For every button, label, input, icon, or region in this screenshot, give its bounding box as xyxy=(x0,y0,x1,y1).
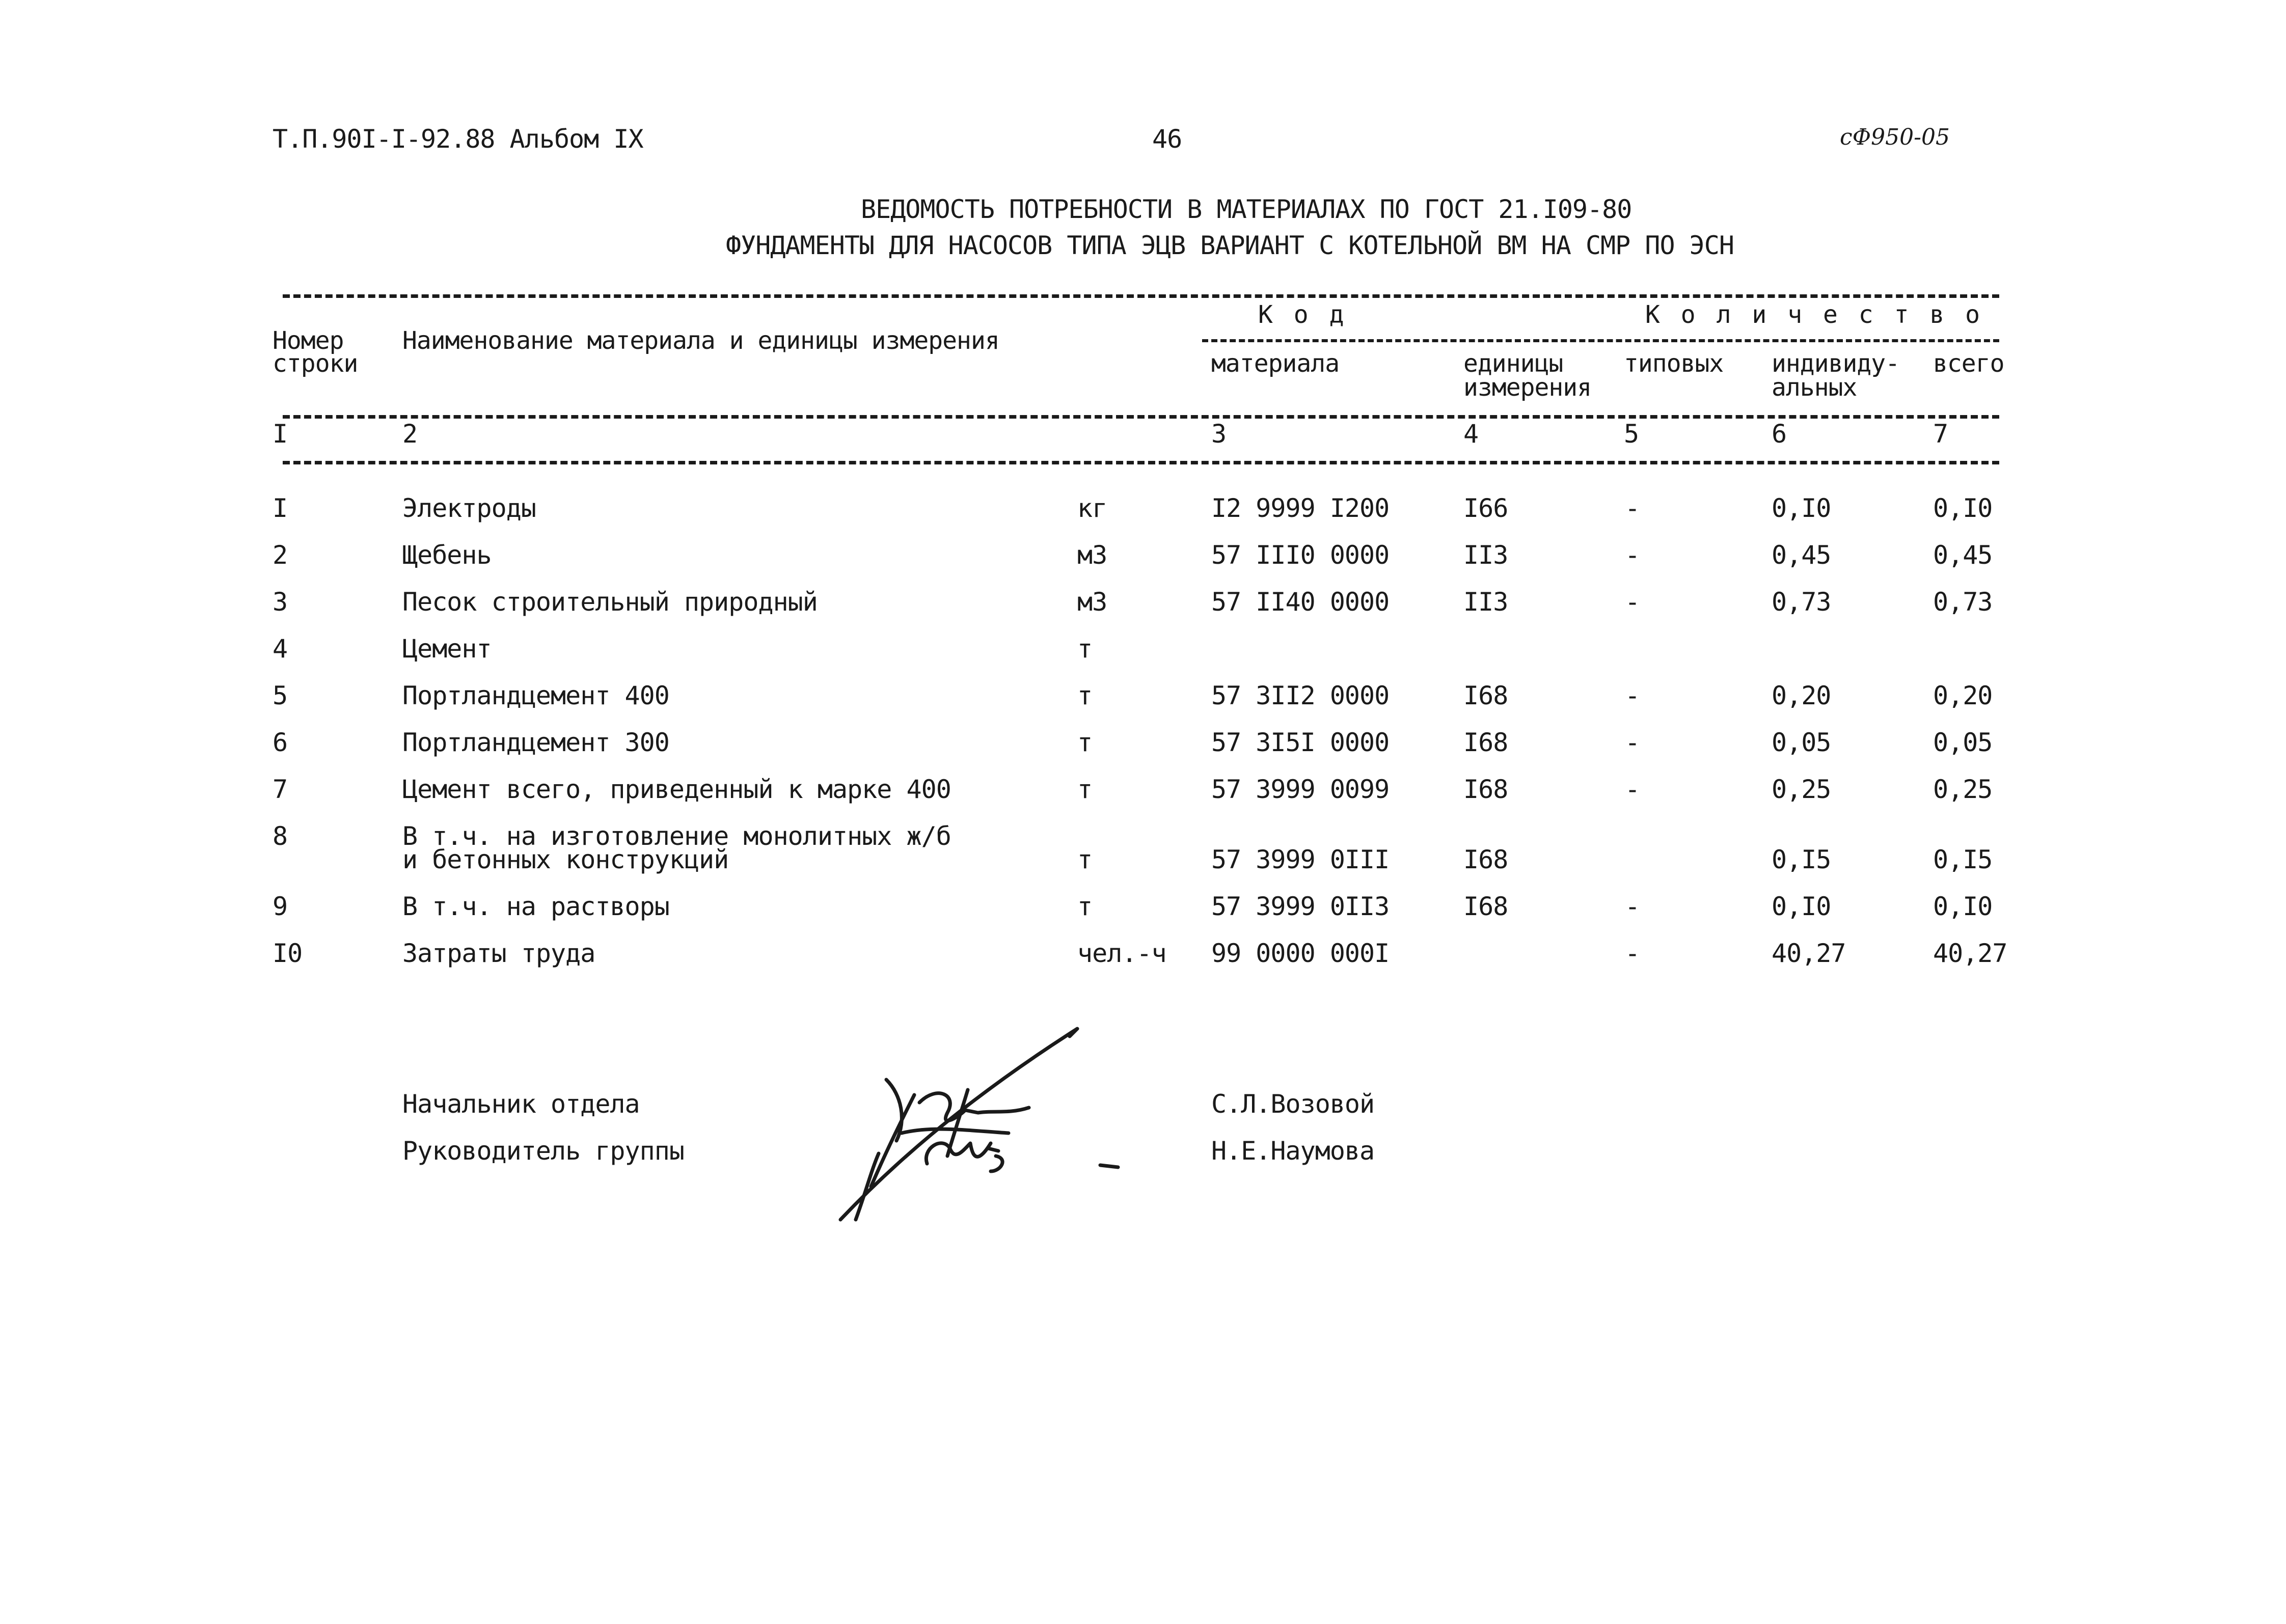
unit: м3 xyxy=(1077,587,1107,617)
unit-code: I68 xyxy=(1463,845,1508,874)
typical-quantity: - xyxy=(1625,775,1640,804)
column-number: 4 xyxy=(1463,419,1479,449)
unit-code: I66 xyxy=(1463,493,1508,523)
typical-quantity: - xyxy=(1625,892,1640,921)
column-number: 3 xyxy=(1211,419,1227,449)
individual-quantity: 0,I5 xyxy=(1772,845,1831,874)
material-code: 57 3999 0099 xyxy=(1211,775,1390,804)
signatory-name-head: С.Л.Возовой xyxy=(1211,1089,1375,1119)
total-quantity: 40,27 xyxy=(1933,939,2007,968)
header-row-no-1: Номер xyxy=(273,326,344,355)
individual-quantity: 0,05 xyxy=(1772,728,1831,757)
row-number: 9 xyxy=(273,892,288,921)
material-code: 57 II40 0000 xyxy=(1211,587,1390,617)
header-individual-1: индивиду- xyxy=(1772,349,1900,378)
typical-quantity: - xyxy=(1625,493,1640,523)
header-typical: типовых xyxy=(1624,349,1724,378)
unit: кг xyxy=(1077,493,1107,523)
column-number-rule xyxy=(283,461,1999,464)
header-code-group: К о д xyxy=(1258,300,1347,329)
material-code: 57 3II2 0000 xyxy=(1211,681,1390,710)
individual-quantity: 0,73 xyxy=(1772,587,1831,617)
header-unit-2: измерения xyxy=(1463,373,1592,402)
material-name: В т.ч. на растворы xyxy=(402,892,669,921)
total-quantity: 0,I0 xyxy=(1933,892,1993,921)
material-code: 57 III0 0000 xyxy=(1211,540,1390,570)
archive-stamp: сФ950-05 xyxy=(1840,124,1950,150)
unit-code: I68 xyxy=(1463,892,1508,921)
document-subtitle: ФУНДАМЕНТЫ ДЛЯ НАСОСОВ ТИПА ЭЦВ ВАРИАНТ С КОТЕЛЬНОЙ ВМ НА СМР ПО ЭСН xyxy=(726,231,1734,260)
column-number: 5 xyxy=(1624,419,1639,449)
individual-quantity: 0,I0 xyxy=(1772,892,1831,921)
material-code: 99 0000 000I xyxy=(1211,939,1390,968)
header-quantity-group: К о л и ч е с т в о xyxy=(1645,300,1983,329)
typical-quantity: - xyxy=(1625,587,1640,617)
material-name: Цемент xyxy=(402,634,492,664)
individual-quantity: 0,20 xyxy=(1772,681,1831,710)
material-name-continued: и бетонных конструкций xyxy=(402,845,729,874)
material-name: В т.ч. на изготовление монолитных ж/б xyxy=(402,821,951,851)
material-name: Затраты труда xyxy=(402,939,595,968)
unit: т xyxy=(1077,845,1093,874)
column-number: I xyxy=(273,419,288,449)
header-material-name: Наименование материала и единицы измерения xyxy=(402,326,999,355)
row-number: 4 xyxy=(273,634,288,664)
total-quantity: 0,20 xyxy=(1933,681,1993,710)
page-number: 46 xyxy=(1152,124,1182,154)
unit-code: II3 xyxy=(1463,540,1508,570)
table-top-rule xyxy=(283,294,1999,298)
row-number: 5 xyxy=(273,681,288,710)
unit: т xyxy=(1077,892,1093,921)
individual-quantity: 0,I0 xyxy=(1772,493,1831,523)
individual-quantity: 0,45 xyxy=(1772,540,1831,570)
header-row-no-2: строки xyxy=(273,349,358,378)
row-number: I xyxy=(273,493,288,523)
material-code: I2 9999 I200 xyxy=(1211,493,1390,523)
code-quantity-subrule xyxy=(1202,339,1999,342)
unit: т xyxy=(1077,728,1093,757)
column-number: 7 xyxy=(1933,419,1948,449)
column-number: 6 xyxy=(1772,419,1787,449)
material-name: Песок строительный природный xyxy=(402,587,818,617)
unit: т xyxy=(1077,775,1093,804)
unit: м3 xyxy=(1077,540,1107,570)
typical-quantity: - xyxy=(1625,681,1640,710)
column-number: 2 xyxy=(402,419,418,449)
header-material-code: материала xyxy=(1211,349,1340,378)
total-quantity: 0,I5 xyxy=(1933,845,1993,874)
material-name: Цемент всего, приведенный к марке 400 xyxy=(402,775,951,804)
material-name: Щебень xyxy=(402,540,492,570)
unit: т xyxy=(1077,681,1093,710)
handwritten-signature xyxy=(825,1019,1192,1237)
material-name: Портландцемент 400 xyxy=(402,681,669,710)
document-title: ВЕДОМОСТЬ ПОТРЕБНОСТИ В МАТЕРИАЛАХ ПО ГОСТ 21.I09-80 xyxy=(861,195,1632,224)
unit-code: I68 xyxy=(1463,775,1508,804)
individual-quantity: 40,27 xyxy=(1772,939,1846,968)
row-number: 7 xyxy=(273,775,288,804)
unit: чел.-ч xyxy=(1077,939,1166,968)
total-quantity: 0,45 xyxy=(1933,540,1993,570)
document-reference: Т.П.90I-I-92.88 Альбом IX xyxy=(273,124,643,154)
unit-code: I68 xyxy=(1463,681,1508,710)
row-number: 8 xyxy=(273,821,288,851)
header-unit-1: единицы xyxy=(1463,349,1563,378)
unit-code: II3 xyxy=(1463,587,1508,617)
row-number: 2 xyxy=(273,540,288,570)
material-code: 57 3999 0III xyxy=(1211,845,1390,874)
total-quantity: 0,25 xyxy=(1933,775,1993,804)
total-quantity: 0,73 xyxy=(1933,587,1993,617)
unit: т xyxy=(1077,634,1093,664)
typical-quantity: - xyxy=(1625,540,1640,570)
row-number: 3 xyxy=(273,587,288,617)
total-quantity: 0,05 xyxy=(1933,728,1993,757)
typical-quantity: - xyxy=(1625,939,1640,968)
row-number: 6 xyxy=(273,728,288,757)
header-total: всего xyxy=(1933,349,2004,378)
material-code: 57 3999 0II3 xyxy=(1211,892,1390,921)
header-individual-2: альных xyxy=(1772,373,1857,402)
material-name: Портландцемент 300 xyxy=(402,728,669,757)
header-bottom-rule xyxy=(283,415,1999,419)
material-code: 57 3I5I 0000 xyxy=(1211,728,1390,757)
row-number: I0 xyxy=(273,939,303,968)
signatory-role-group: Руководитель группы xyxy=(402,1136,684,1166)
unit-code: I68 xyxy=(1463,728,1508,757)
signatory-role-head: Начальник отдела xyxy=(402,1089,640,1119)
typical-quantity: - xyxy=(1625,728,1640,757)
individual-quantity: 0,25 xyxy=(1772,775,1831,804)
total-quantity: 0,I0 xyxy=(1933,493,1993,523)
material-name: Электроды xyxy=(402,493,536,523)
signatory-name-group: Н.Е.Наумова xyxy=(1211,1136,1375,1166)
